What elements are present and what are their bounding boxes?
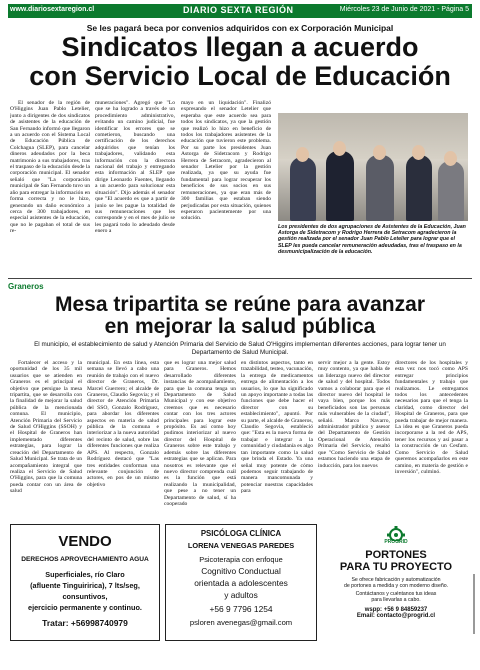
ad-vendo-phone[interactable]: Tratar: +56998740979 xyxy=(42,618,128,628)
article1-photo-caption: Los presidentes de dos agrupaciones de Asistentes de la Educación, Juan Astorga de Sidetracom y Rodrigo Herrera de Setracom agradecieron la gestión realizada por el senador Juan Pablo Letelier para lograr que el SLEP les pueda cancelar remuneración adeudadas, tras el traspaso en la desmunicipalización de la educación. xyxy=(278,224,466,255)
ad-psicologa-email[interactable]: psloren avenegas@gmail.com xyxy=(189,618,293,627)
ad-psicologa-line2: Cognitivo Conductual xyxy=(201,566,281,576)
article2-column-6: directores de los hospitales y esta vez nos tocó como APS entregar principios fundamentales y trabajo que realizamos. Le entregamos todos los antecedentes necesarios para que el tenga la claridad, como director del Hospital de Graneros, para que pueda trabajar de mejor manera. La idea es que Graneros pueda incorporarse a la red de APS, tener los recursos y así pasar a la construcción de un Cesfam. Como Servicio de Salud queremos acompañarlos en este camino, en materia de gestión e inversión", culminó. xyxy=(395,360,468,475)
ad-psicologa-title: PSICÓLOGA CLÍNICA xyxy=(200,529,282,538)
article1-column-3: mayo en un liquidación". Finalizó expresando el senador Letelier que esperaba que este acuerdo sea para todos los sindicatos, ya que la gestión que realizó lo hizo en beneficio de todos los trabajadores asistentes de la educación que tuvieron este problema. Por su parte los presidentes Juan Astorga de Sidetracom y Rodrigo Herrera de Setracom, agradecieron al senador Letelier por la gestión realizada, ya que su ayuda fue fundamental para lograr recuperar los beneficios de sus socios en sus remuneraciones, ya que eran más de 300 familias que estaban siendo perjudicadas por esta situación, quienes esperaron pacientemente por una solución. xyxy=(181,100,271,222)
article2-section-label: Graneros xyxy=(8,282,44,291)
article2-column-3: que es lograr una mejor salud para Graneros. Hemos desarrollado diferentes instancias de acompañamiento, para que la comuna tenga un Departamento de Salud Municipal y con ese objetivo creemos que es necesario contar con los tres actores principales para lograr este propósito. Es así como hoy pudimos interiorizar al nuevo director del Hospital de Graneros sobre este trabajo y además sobre las diferentes estrategias que se aplican. Para nosotros es relevante que el nuevo director comprenda cuál es la función que está realizando la municipalidad, que pese a no tener un Departamento de salud, sí ha cooperado xyxy=(164,360,236,507)
masthead-bar xyxy=(8,4,472,18)
progrid-logo xyxy=(322,524,470,546)
ad-progrid-line2: de portones a medida y con moderno diseño. xyxy=(343,583,449,589)
article2-column-5: servir mejor a la gente. Estoy muy contento, ya que habla de un liderazgo nuevo del director de salud y del hospital. Todos vamos a colaborar para que el director nuevo del hospital le vaya bien, porque los más beneficiados son las personas más vulnerables de la ciudad", señaló. Marco Navarro, administrador público y asesor del Departamento de Gestión Operacional de Atención Primaria del Servicio, resaltó que "Como Servicio de Salud estamos haciendo una etapa de inducción, para los nuevos xyxy=(318,360,390,469)
progrid-logo-text: PROGRID xyxy=(384,539,408,545)
article1-headline-line1: Sindicatos llegan a acuerdo xyxy=(61,32,419,62)
ad-vendo-line4: consuntivos, xyxy=(62,592,108,601)
article2-headline-line1: Mesa tripartita se reúne para avanzar xyxy=(54,293,425,316)
ad-psicologa-name: LORENA VENEGAS PAREDES xyxy=(187,541,295,550)
ad-progrid-phone[interactable]: wspp: +56 9 84859237 xyxy=(364,607,428,613)
ad-psicologa-phone[interactable]: +56 9 7796 1254 xyxy=(209,604,273,614)
ad-vendo-line5: ejercicio permanente y continuo. xyxy=(28,603,142,612)
ad-psicologa-line4: y adultos xyxy=(224,590,258,600)
date-page: Miércoles 23 de Junio de 2021 - Página 5 xyxy=(339,6,469,13)
article2-subdeck: El municipio, el establecimiento de salud y Atención Primaria del Servicio de Salud O'Higgins implementan diferentes acciones, para lograr tener un Departamento de Salud Municipal. xyxy=(34,341,446,356)
ad-psicologa-line1: Psicoterapia con enfoque xyxy=(199,555,283,564)
newspaper-name: DIARIO SEXTA REGIÓN xyxy=(183,5,294,15)
ad-vendo-line1: DERECHOS APROVECHAMIENTO AGUA xyxy=(21,556,149,563)
article2-headline-line2: en mejorar la salud pública xyxy=(104,315,376,338)
ad-progrid-line1: Se ofrece fabricación y automatización xyxy=(351,577,441,583)
ad-progrid xyxy=(322,524,470,639)
ad-progrid-title1: PORTONES xyxy=(365,549,427,561)
article2-column-1: Fortalecer el acceso y la oportunidad de los 35 mil usuarios que se atienden en Graneros es el principal el objetivo que persigue la mesa tripartita, que se desarrolla con la finalidad de mejorar la salud pública de la mencionada comuna. El municipio, Atención Primaria del Servicio de Salud O'Higgins (SSOH) y el Hospital de Graneros han implementado diferentes estrategias, para lograr la creación del Departamento de Salud Municipal. Se trata de un acompañamiento integral que realiza el Servicio de Salud O'Higgins, para que la comuna pueda contar con un área de salud xyxy=(10,360,82,495)
ad-progrid-email[interactable]: Email: contacto@progrid.cl xyxy=(356,613,436,619)
article2-column-4: en distintos aspectos, tanto en trazabilidad, testeo, vacunación, la entrega de medicamentos entrega de alimentación a los usuarios, lo que ha significado un apoyo importante a todas las funciones que debe hacer el director con su establecimiento", apuntó. Por su parte, el alcalde de Graneros, Claudio Segovia, estableció que: "Esta es la nueva forma de trabajar e integrar a la comunidad y ciudadanía es algo tan importante como la salud que brinda el Estado. Ya una señal muy potente de cómo podemos seguir trabajando de manera mancomunada y potenciar nuestras capacidades para xyxy=(241,360,313,495)
article1-column-2: muneraciones". Agregó que "Lo que se ha logrado a través de un procedimiento administrativo, evitando un camino judicial, fue identificar los errores que se cometieron, buscando una certificación de los derechos adquiridos que tenían los trabajadores, validando esta información con la directora nacional del trabajo y entregando esta información al SLEP que dirige Leonardo Fuentes, llegando a un acuerdo para solucionar esta situación". Dijo además el senador que "El acuerdo es que a partir de junio se les pague la totalidad de sus remuneraciones que les corresponde y en el mes de julio se les pagará todo lo adeudado desde enero a xyxy=(95,100,175,235)
ad-progrid-line4: para llevarlas a cabo. xyxy=(371,597,421,603)
ad-vendo-title: VENDO xyxy=(58,533,112,550)
article1-kicker: Se les pagará beca por convenios adquiridos con ex Corporación Municipal xyxy=(86,23,394,33)
divider xyxy=(8,278,472,279)
ad-progrid-line3: Contáctanos y cuéntanos tus ideas xyxy=(355,591,437,597)
ad-psicologa xyxy=(165,524,317,641)
side-decoration xyxy=(471,574,477,634)
article1-headline-line2: con Servicio Local de Educación xyxy=(29,61,451,91)
article2-column-2: municipal. En esta línea, esta semana se llevó a cabo una reunión de trabajo con el nuevo director de Graneros, Dr. Marcel Guerrero; el alcalde de Graneros, Claudio Segovia; y el director de Atención Primaria del SSO, Gonzalo Rodríguez, para abordar los diferentes aspectos en materia de salud pública de la comuna e interiorizar a la nueva autoridad del recinto de salud, sobre las diferentes funciones que realiza APS. Al respecto, Gonzalo Rodríguez destacó que "Las tres entidades conforman una relevante conjunción de actores, en pos de un mismo objetivo xyxy=(87,360,159,488)
article1-column-1: El senador de la región de O'Higgins Juan Pablo Letelier, junto a dirigentes de dos sindicatos de asistentes de la educación de San Fernando informó que llegaron a un acuerdo con el Sistema Local de Educación Pública de Colchagua (SLEP), para cancelar dineros adeudados por la beca matrimonio a sus trabajadores, tras el traspaso de la educación desde la corporación municipal. El senador señaló que "La corporación municipal de San Fernando tuvo un año para entregar la información en forma correcta y no le hizo, generando un daño económico a cerca de 300 trabajadores, en especial asistentes de la educación, que no le pagaban el total de sus re- xyxy=(10,100,90,235)
site-url[interactable]: www.diariosextaregion.cl xyxy=(10,6,95,13)
article1-photo xyxy=(278,113,468,221)
ad-psicologa-line3: orientada a adolescentes xyxy=(194,578,288,588)
ad-vendo-line3: (afluente Tinguiririca), 7 lts/seg, xyxy=(30,581,140,590)
ad-progrid-title2: PARA TU PROYECTO xyxy=(339,561,453,573)
ad-vendo-line2: Superficiales, río Claro xyxy=(45,570,125,579)
ad-vendo xyxy=(10,524,160,641)
